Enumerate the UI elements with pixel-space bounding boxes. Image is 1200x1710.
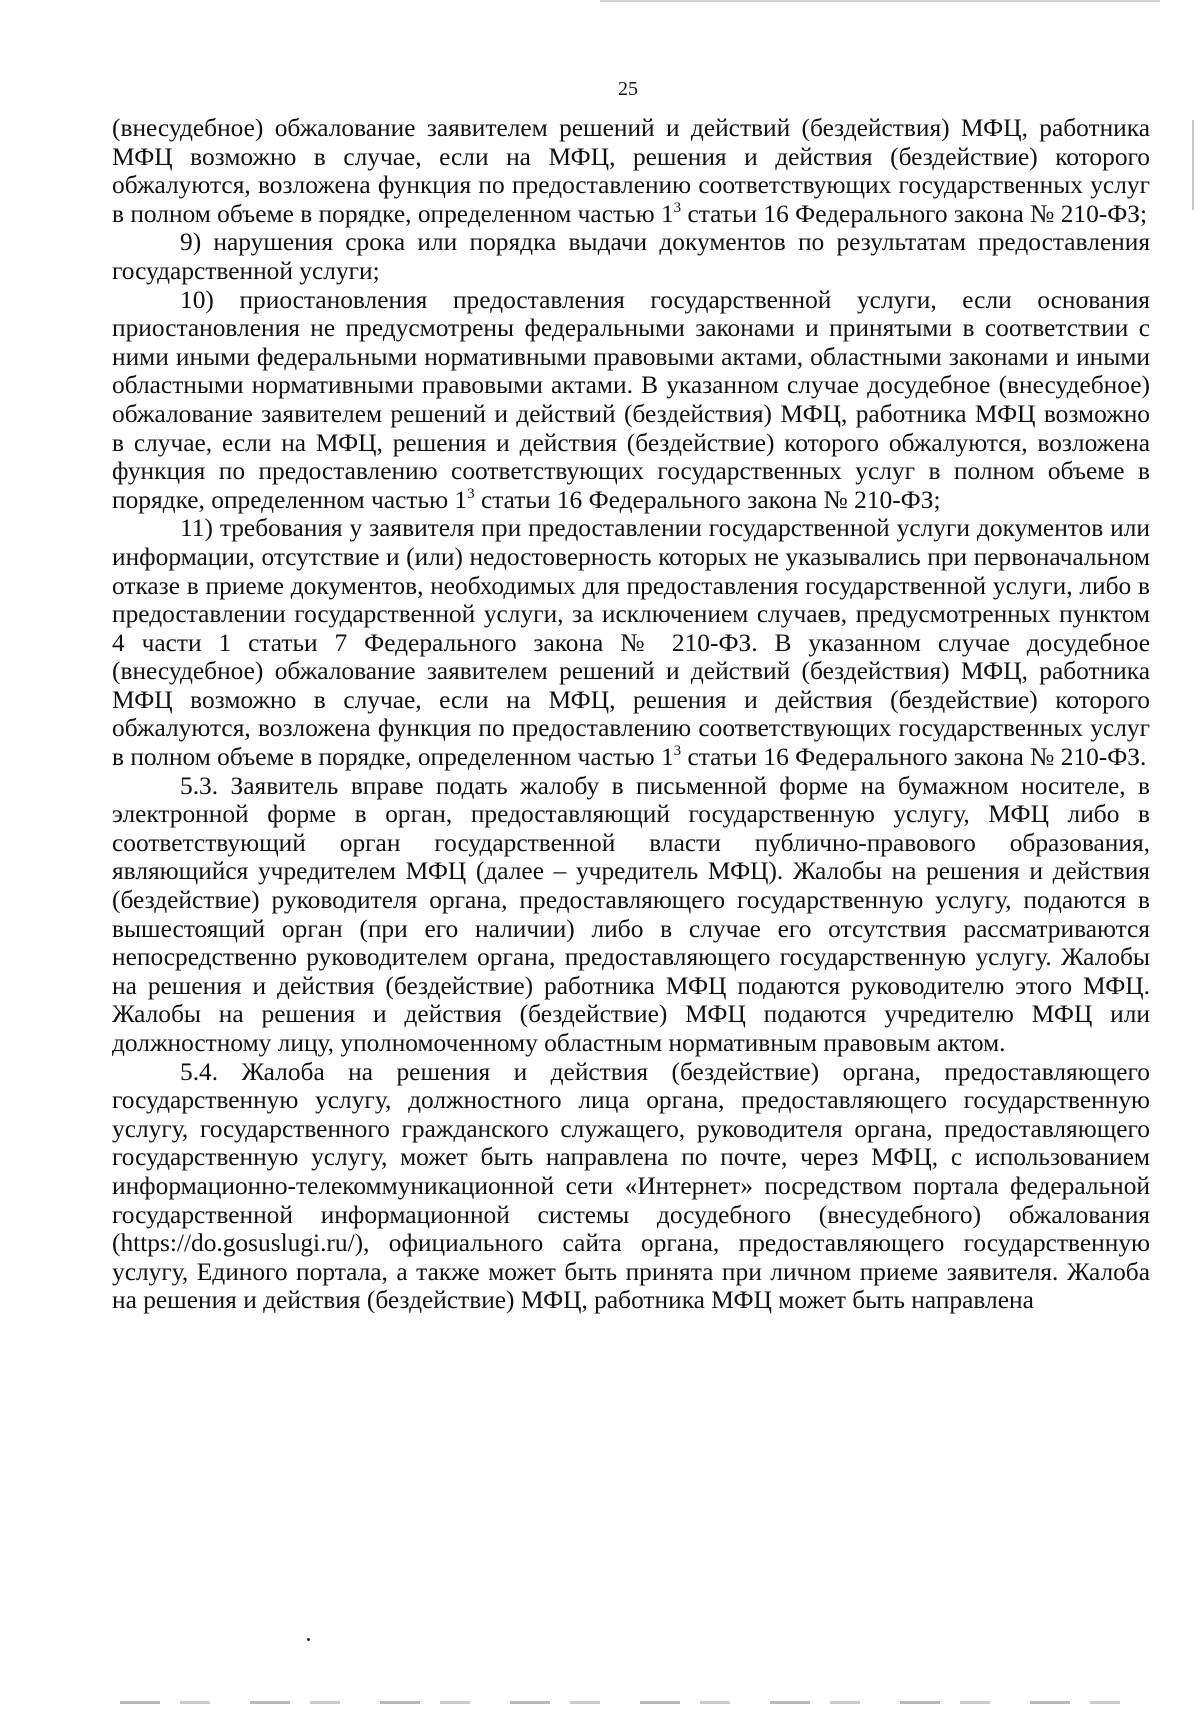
superscript: 3 xyxy=(673,199,682,216)
paragraph-text: (внесудебное) обжалование заявителем решений и действий (бездействия) МФЦ, работника МФЦ возможно в случае, если на МФЦ, решения и действия (бездействие) которого обжалуются, возложена функция по предоставлению соответствующих государственных услуг в полном объеме в порядке, определенном частью 1 xyxy=(112,114,1150,228)
paragraph-text: статьи 16 Федерального закона № 210-ФЗ; xyxy=(681,199,1148,228)
scan-edge-right xyxy=(1192,120,1194,210)
paragraph-text: 11) требования у заявителя при предоставлении государственной услуги документов или информации, отсутствие и (или) недостоверность которых не указывались при первоначальном отказе в приеме документов, необходимых для предоставления государственной услуги, либо в предоставлении государственной услуги, за исключением случаев, предусмотренных пунктом 4 части 1 статьи 7 Федерального закона № 210-ФЗ. В указанном случае досудебное (внесудебное) обжалование заявителем решений и действий (бездействия) МФЦ, работника МФЦ возможно в случае, если на МФЦ, решения и действия (бездействие) которого обжалуются, возложена функция по предоставлению соответствующих государственных услуг в полном объеме в порядке, определенном частью 1 xyxy=(112,514,1150,772)
scan-speck xyxy=(307,1638,310,1641)
paragraph-text: статьи 16 Федерального закона № 210-ФЗ; xyxy=(474,485,941,514)
superscript: 3 xyxy=(673,743,682,760)
scan-edge-bottom xyxy=(120,1701,1120,1704)
page-number: 25 xyxy=(618,78,638,100)
paragraph-5-4 xyxy=(112,1058,1150,1315)
document-body xyxy=(112,114,1150,1315)
paragraph-5-3 xyxy=(112,772,1150,1058)
scan-edge-top xyxy=(600,0,1160,2)
paragraph-text: 5.3. Заявитель вправе подать жалобу в письменной форме на бумажном носителе, в электронной форме в орган, предоставляющий государственную услугу, МФЦ либо в соответствующий орган государственной власти публично-правового образования, являющийся учредителем МФЦ (далее – учредитель МФЦ). Жалобы на решения и действия (бездействие) руководителя органа, предоставляющего государственную услугу, подаются в вышестоящий орган (при его наличии) либо в случае его отсутствия рассматриваются непосредственно руководителем органа, предоставляющего государственную услугу. Жалобы на решения и действия (бездействие) работника МФЦ подаются руководителю этого МФЦ. Жалобы на решения и действия (бездействие) МФЦ подаются учредителю МФЦ или должностному лицу, уполномоченному областным нормативным правовым актом. xyxy=(112,771,1150,1057)
paragraph-item-10 xyxy=(112,286,1150,515)
paragraph-text: 5.4. Жалоба на решения и действия (бездействие) органа, предоставляющего государственную услугу, должностного лица органа, предоставляющего государственную услугу, государственного гражданского служащего, руководителя органа, предоставляющего государственную услугу, может быть направлена по почте, через МФЦ, с использованием информационно-телекоммуникационной сети «Интернет» посредством портала федеральной государственной информационной системы досудебного (внесудебного) обжалования (https://do.gosuslugi.ru/), официального сайта органа, предоставляющего государственную услугу, Единого портала, а также может быть принята при личном приеме заявителя. Жалоба на решения и действия (бездействие) МФЦ, работника МФЦ может быть направлена xyxy=(112,1057,1150,1315)
paragraph-item-11 xyxy=(112,514,1150,771)
superscript: 3 xyxy=(467,485,475,502)
paragraph-text: 9) нарушения срока или порядка выдачи документов по результатам предоставления государственной услуги; xyxy=(112,228,1150,285)
paragraph-text: 10) приостановления предоставления государственной услуги, если основания приостановления не предусмотрены федеральными законами и принятыми в соответствии с ними иными федеральными нормативными правовыми актами, областными законами и иными областными нормативными правовыми актами. В указанном случае досудебное (внесудебное) обжалование заявителем решений и действий (бездействия) МФЦ, работника МФЦ возможно в случае, если на МФЦ, решения и действия (бездействие) которого обжалуются, возложена функция по предоставлению соответствующих государственных услуг в полном объеме в порядке, определенном частью 1 xyxy=(112,285,1150,514)
paragraph-continuation xyxy=(112,114,1150,228)
paragraph-item-9 xyxy=(112,228,1150,285)
paragraph-text: статьи 16 Федерального закона № 210-ФЗ. xyxy=(681,743,1147,772)
